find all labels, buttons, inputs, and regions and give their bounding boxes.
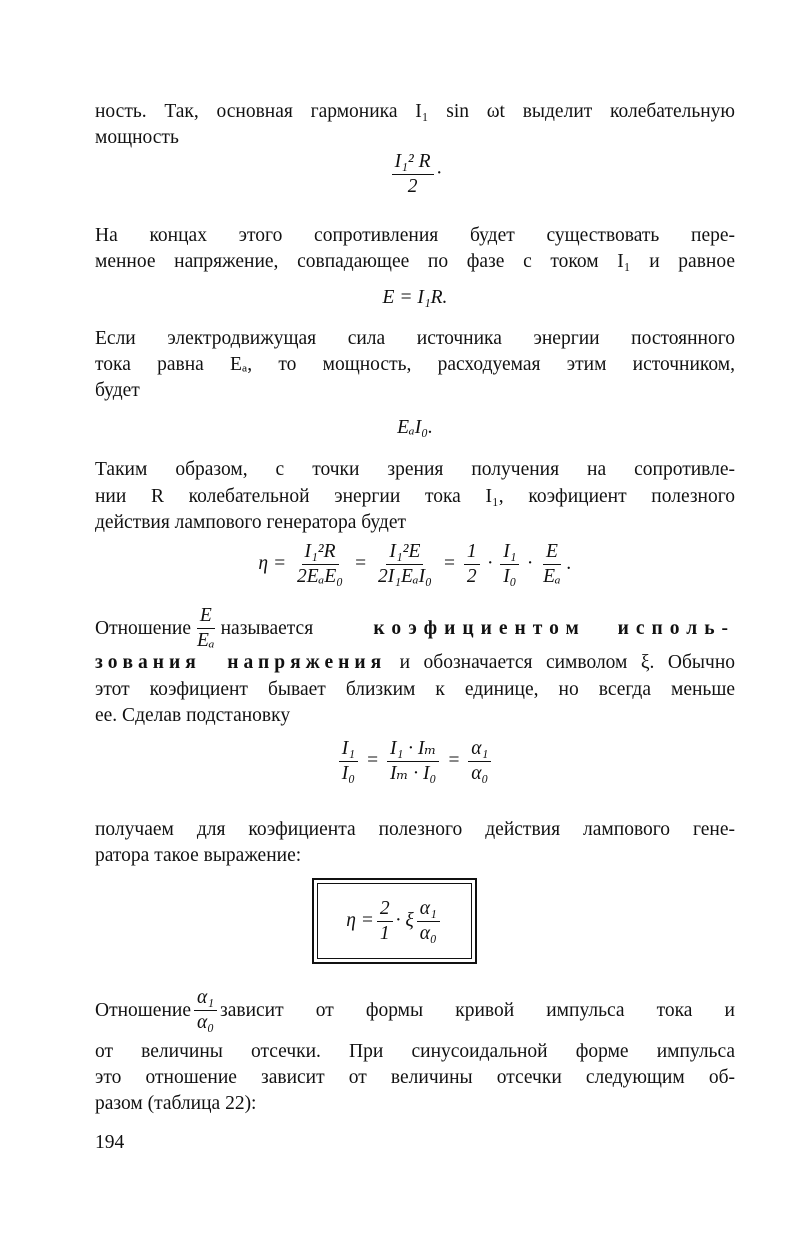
fraction: $\frac{\text{α₁}}{\text{α₀}}$ [417, 897, 440, 946]
text-line: ратора такое выражение: [95, 845, 302, 866]
fraction: $\frac{E}{\text{Eₐ}}$ [543, 541, 561, 587]
fraction: $\frac{\text{I₁² R}}{2}$ [392, 150, 434, 199]
text-line: ность. Так, основная гармоника I₁ sin ωt выделит колебательную [95, 101, 735, 122]
fraction: $\frac{\text{I₁}}{\text{I₀}}$ [500, 540, 519, 589]
text-line: от величины отсечки. При синусоидальной форме импульса [95, 1041, 735, 1062]
text-line: мощность [95, 127, 179, 148]
fraction: $\frac{2}{1}$ [377, 897, 393, 946]
formula-voltage: E = I₁R. [382, 287, 448, 308]
fraction: $\frac{\text{α₁}}{\text{α₀}}$ [194, 986, 217, 1035]
text-line: нии R колебательной энергии тока I₁, коэфициент полезного [95, 486, 735, 507]
text-line: Отношение $\frac{E}{\text{Eₐ}}$ называется коэфициентом исполь- [95, 605, 735, 651]
text-line: Таким образом, с точки зрения получения на сопротивле- [95, 459, 735, 480]
fraction: $\frac{\text{α₁}}{\text{α₀}}$ [468, 737, 491, 786]
formula-power: $\frac{\text{I₁² R}}{2}$ · [95, 150, 735, 199]
text-line: будет [95, 380, 140, 401]
fraction: $\frac{1}{2}$ [464, 540, 480, 589]
text-line: Если электродвижущая сила источника энергии постоянного [95, 328, 735, 349]
text-line: действия лампового генератора будет [95, 512, 407, 533]
text-line: этот коэфициент бывает близким к единице, но всегда меньше [95, 679, 735, 700]
formula-substitution: $\frac{\text{I₁}}{\text{I₀}}$ = $\frac{\text{I₁ · Iₘ}}{\text{Iₘ · I₀}}$ = $\frac{\text{α₁}}{\text{α₀}}$ [95, 737, 735, 786]
formula-efficiency: η = $\frac{\text{I₁²R}}{\text{2EₐE₀}}$ = $\frac{\text{I₁²E}}{\text{2I₁EₐI₀}}$ = $\frac{1}{2}$ · $\frac{\text{I₁}}{\text{I₀}}$ · $\frac{E}{\text{Eₐ}}$ . [258, 541, 572, 587]
text-line: это отношение зависит от величины отсечки следующим об- [95, 1067, 735, 1088]
text-line: тока равна Eₐ, то мощность, расходуемая этим источником, [95, 354, 735, 375]
fraction: $\frac{\text{I₁²E}}{\text{2I₁EₐI₀}}$ [377, 541, 432, 587]
fraction: $\frac{\text{I₁}}{\text{I₀}}$ [339, 737, 358, 786]
text-line: На концах этого сопротивления будет существовать пере- [95, 225, 735, 246]
fraction: $\frac{\text{I₁²R}}{\text{2EₐE₀}}$ [296, 541, 344, 587]
text-line: получаем для коэфициента полезного действия лампового гене- [95, 819, 735, 840]
fraction: $\frac{E}{\text{Eₐ}}$ [197, 605, 215, 651]
text-line: разом (таблица 22): [95, 1093, 257, 1114]
text-line: менное напряжение, совпадающее по фазе с током I₁ и равное [95, 251, 735, 272]
text-line: Отношение $\frac{\text{α₁}}{\text{α₀}}$ зависит от формы кривой импульса тока и [95, 987, 735, 1033]
boxed-formula: η = $\frac{2}{1}$ · ξ $\frac{\text{α₁}}{\text{α₀}}$ [312, 878, 477, 964]
text-line: зования напряжения и обозначается символом ξ. Обычно [95, 652, 735, 673]
page-number: 194 [95, 1132, 125, 1153]
fraction: $\frac{\text{I₁ · Iₘ}}{\text{Iₘ · I₀}}$ [387, 737, 439, 786]
text-line: ее. Сделав подстановку [95, 705, 291, 726]
formula-source-power: EₐI₀. [397, 417, 433, 438]
